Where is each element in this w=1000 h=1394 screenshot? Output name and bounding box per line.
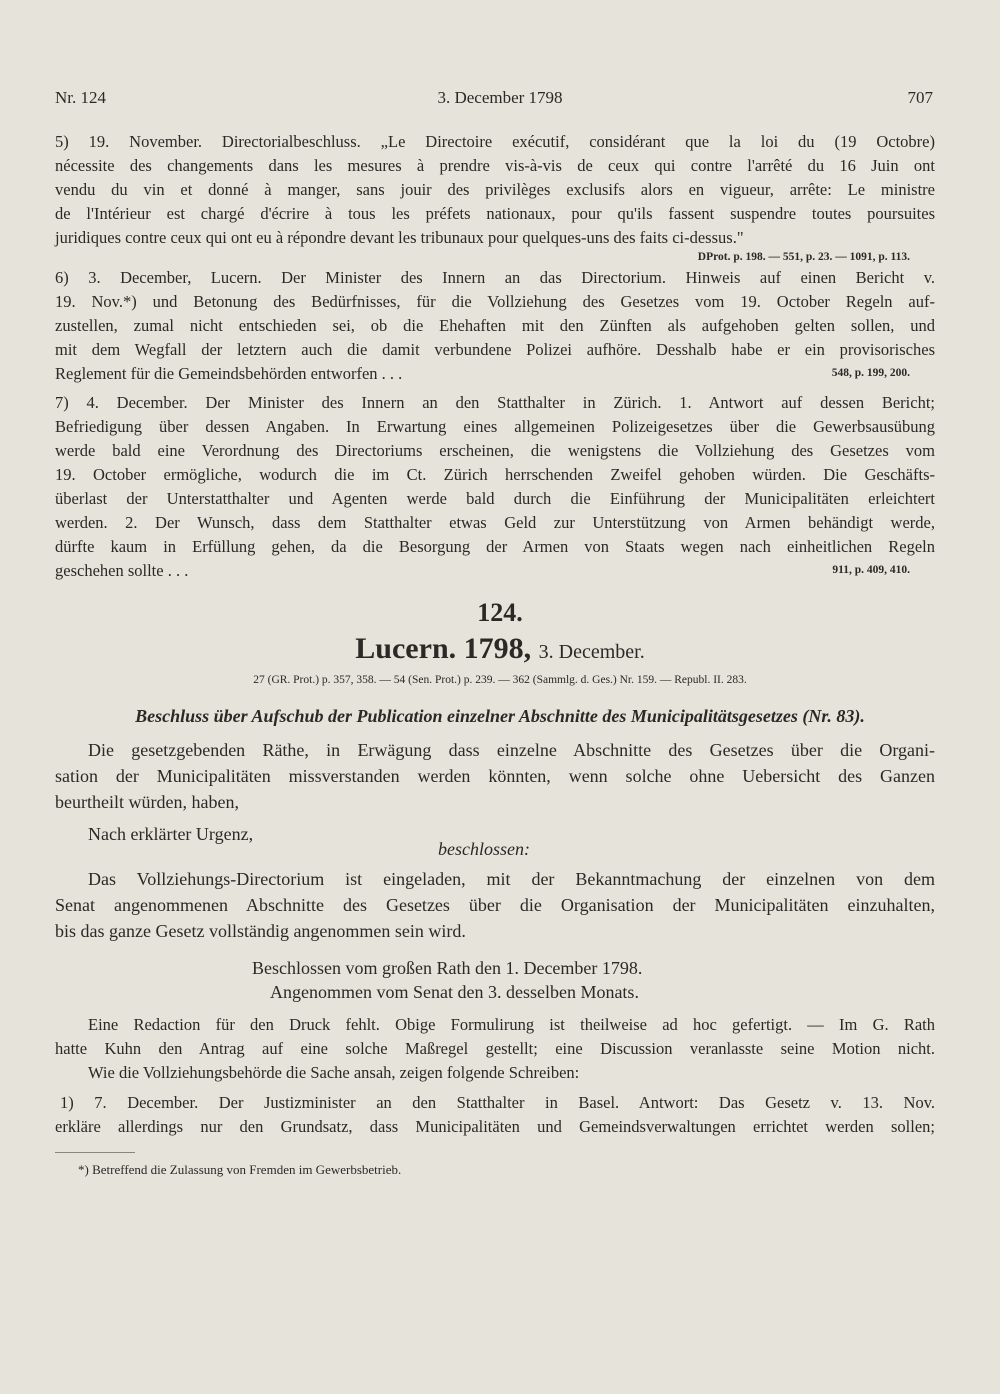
text-line: überlast der Unterstatthalter und Agenten werde bald durch die Einführung der Municipalitäten erleichtert — [55, 489, 935, 508]
note-line: Eine Redaction für den Druck fehlt. Obige Formulirung ist theilweise ad hoc gefertigt. — Im G. Rath — [88, 1015, 935, 1034]
text-line: 6) 3. December, Lucern. Der Minister des Innern an das Directorium. Hinweis auf einen Bericht v. — [55, 268, 935, 287]
text-line: 5) 19. November. Directorialbeschluss. „Le Directoire exécutif, considérant que la loi du (19 Octobre) — [55, 132, 935, 151]
text-line: werden. 2. Der Wunsch, dass dem Statthalter etwas Geld zur Unterstützung von Armen behändigt werde, — [55, 513, 935, 532]
text-line: werde bald eine Verordnung des Directoriums erscheinen, die wenigstens die Vollziehung des Gesetzes vom — [55, 441, 935, 460]
text-line: geschehen sollte . . . — [55, 561, 189, 580]
urgenz-line: Nach erklärter Urgenz, — [88, 824, 254, 844]
footnote: *) Betreffend die Zulassung von Fremden im Gewerbsbetrieb. — [78, 1162, 402, 1177]
text-line: Das Vollziehungs-Directorium ist eingeladen, mit der Bekanntmachung der einzelnen von dem — [88, 869, 935, 889]
page-number: 707 — [907, 88, 933, 107]
text-line: de l'Intérieur est chargé d'écrire à tous les préfets nationaux, pour qu'ils fassent suspendre toutes poursuites — [55, 204, 935, 223]
reference: DProt. p. 198. — 551, p. 23. — 1091, p. 113. — [697, 251, 910, 263]
text-line: vendu du vin et donné à manger, sans jouir des privilèges exclusifs alors en vigueur, arrête: Le ministre — [55, 180, 935, 199]
note-line: hatte Kuhn den Antrag auf eine solche Maßregel gestellt; eine Discussion veranlasste seine Motion nicht. — [55, 1039, 935, 1058]
header-left: Nr. 124 — [55, 88, 106, 107]
footnote-rule — [55, 1152, 135, 1153]
beschlossen-line: beschlossen: — [438, 839, 530, 859]
section-title: Beschluss über Aufschub der Publication einzelner Abschnitte des Municipalitätsgesetzes (Nr. 83). — [135, 706, 865, 726]
section-date: 3. December. — [538, 641, 645, 663]
section-number: 124. — [477, 598, 523, 627]
closing-line: Beschlossen vom großen Rath den 1. December 1798. — [252, 958, 643, 978]
text-line: 19. October ermögliche, wodurch die im Ct. Zürich herrschenden Zweifel gehoben würden. Die Geschäfts- — [55, 465, 935, 484]
text-line: dürfte kaum in Erfüllung gehen, da die Besorgung der Armen von Staats wegen nach einheitlichen Regeln — [55, 537, 935, 556]
text-line: beurtheilt würden, haben, — [55, 792, 239, 812]
text-line: bis das ganze Gesetz vollständig angenommen sein wird. — [55, 921, 466, 941]
text-line: 1) 7. December. Der Justizminister an den Statthalter in Basel. Antwort: Das Gesetz v. 13. Nov. — [60, 1093, 935, 1112]
text-line: Reglement für die Gemeindsbehörden entworfen . . . — [55, 364, 403, 383]
reference: 548, p. 199, 200. — [831, 367, 910, 379]
closing-line: Angenommen vom Senat den 3. desselben Monats. — [270, 982, 639, 1002]
text-line: zustellen, zumal nicht entschieden sei, ob die Ehehaften mit den Zünften als aufgehoben gelten sollen, und — [55, 316, 935, 335]
header-center: 3. December 1798 — [437, 88, 563, 107]
text-line: sation der Municipalitäten missverstanden werden könnten, wenn solche ohne Uebersicht des Ganzen — [55, 766, 935, 786]
text-line: 7) 4. December. Der Minister des Innern an den Statthalter in Zürich. 1. Antwort auf dessen Bericht; — [55, 393, 935, 412]
text-line: Senat angenommenen Abschnitte des Gesetzes über die Organisation der Municipalitäten einzuhalten, — [55, 895, 935, 915]
text-line: juridiques contre ceux qui ont eu à répondre devant les tribunaux pour quelques-uns des faits ci-dessus." — [55, 228, 744, 247]
reference: 911, p. 409, 410. — [832, 564, 910, 576]
text-line: nécessite des changements dans les mesures à prendre vis-à-vis de ceux qui contre l'arrêté du 16 Juin ont — [55, 156, 935, 175]
section-references: 27 (GR. Prot.) p. 357, 358. — 54 (Sen. Prot.) p. 239. — 362 (Sammlg. d. Ges.) Nr. 159. — Republ. II. 283. — [253, 674, 747, 686]
text-line: 19. Nov.*) und Betonung des Bedürfnisses, für die Vollziehung des Gesetzes vom 19. October Regeln auf- — [55, 292, 935, 311]
place-year: Lucern. 1798, — [355, 632, 532, 665]
text-line: Befriedigung über dessen Angaben. In Erwartung eines allgemeinen Polizeigesetzes über die Gewerbsausübung — [55, 417, 935, 436]
note-line: Wie die Vollziehungsbehörde die Sache ansah, zeigen folgende Schreiben: — [88, 1063, 580, 1082]
text-line: Die gesetzgebenden Räthe, in Erwägung dass einzelne Abschnitte des Gesetzes über die Organi- — [88, 740, 935, 760]
text-line: erkläre allerdings nur den Grundsatz, dass Municipalitäten und Gemeindsverwaltungen errichtet werden sollen; — [55, 1117, 935, 1136]
section-heading — [0, 632, 1000, 666]
text-line: mit dem Wegfall der letztern auch die damit verbundene Polizei aufhöre. Desshalb habe er ein provisorisches — [55, 340, 935, 359]
